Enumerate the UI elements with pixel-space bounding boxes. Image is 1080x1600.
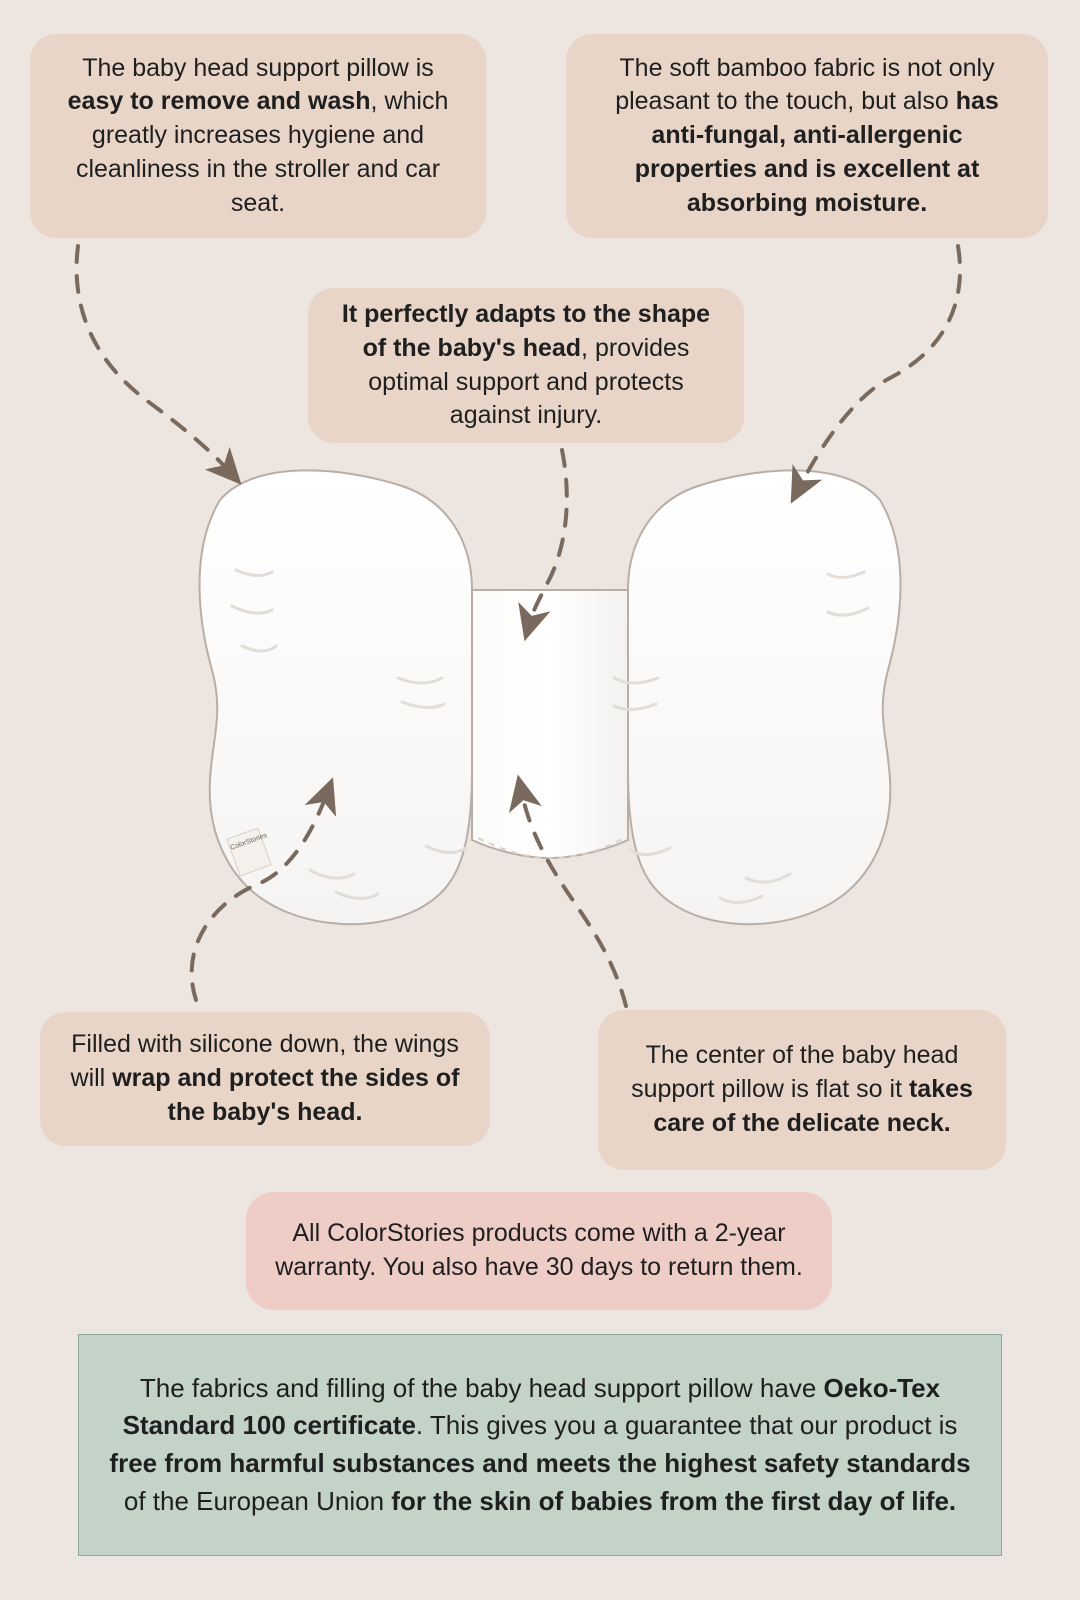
pillow-svg [150, 440, 950, 1000]
brand-tag-label: ColorStories [229, 832, 269, 852]
callout-oeko-tex [78, 1334, 1002, 1556]
callout-flat-center [598, 1010, 1006, 1170]
callout-text: The baby head support pillow is easy to remove and wash, which greatly increases hygiene and cleanliness in the stroller and car seat. [67, 53, 449, 217]
product-illustration [150, 440, 950, 1000]
callout-easy-to-wash [30, 34, 486, 238]
callout-text: The center of the baby head support pillow is flat so it takes care of the delicate neck. [631, 1041, 973, 1137]
callout-text: It perfectly adapts to the shape of the baby's head, provides optimal support and protects against injury. [341, 300, 711, 430]
pillow-right-wing [628, 470, 901, 924]
callout-adapts-to-head [308, 288, 744, 443]
callout-text: The soft bamboo fabric is not only pleasant to the touch, but also has anti-fungal, anti-allergenic properties and is excellent at absorbing moisture. [615, 53, 999, 217]
callout-text: Filled with silicone down, the wings will wrap and protect the sides of the baby's head. [70, 1030, 460, 1126]
callout-bamboo-fabric [566, 34, 1048, 238]
callout-warranty [246, 1192, 832, 1310]
callout-silicone-wings [40, 1012, 490, 1146]
arrow-to-left-wing-top [77, 246, 228, 470]
pillow-center-panel [472, 590, 628, 858]
callout-text: The fabrics and filling of the baby head support pillow have Oeko-Tex Standard 100 certificate. This gives you a guarantee that our product is free from harmful substances and meets the highest safety standards of the European Union for the skin of babies from the first day of life. [109, 1372, 971, 1516]
callout-text: All ColorStories products come with a 2-year warranty. You also have 30 days to return them. [275, 1219, 803, 1281]
